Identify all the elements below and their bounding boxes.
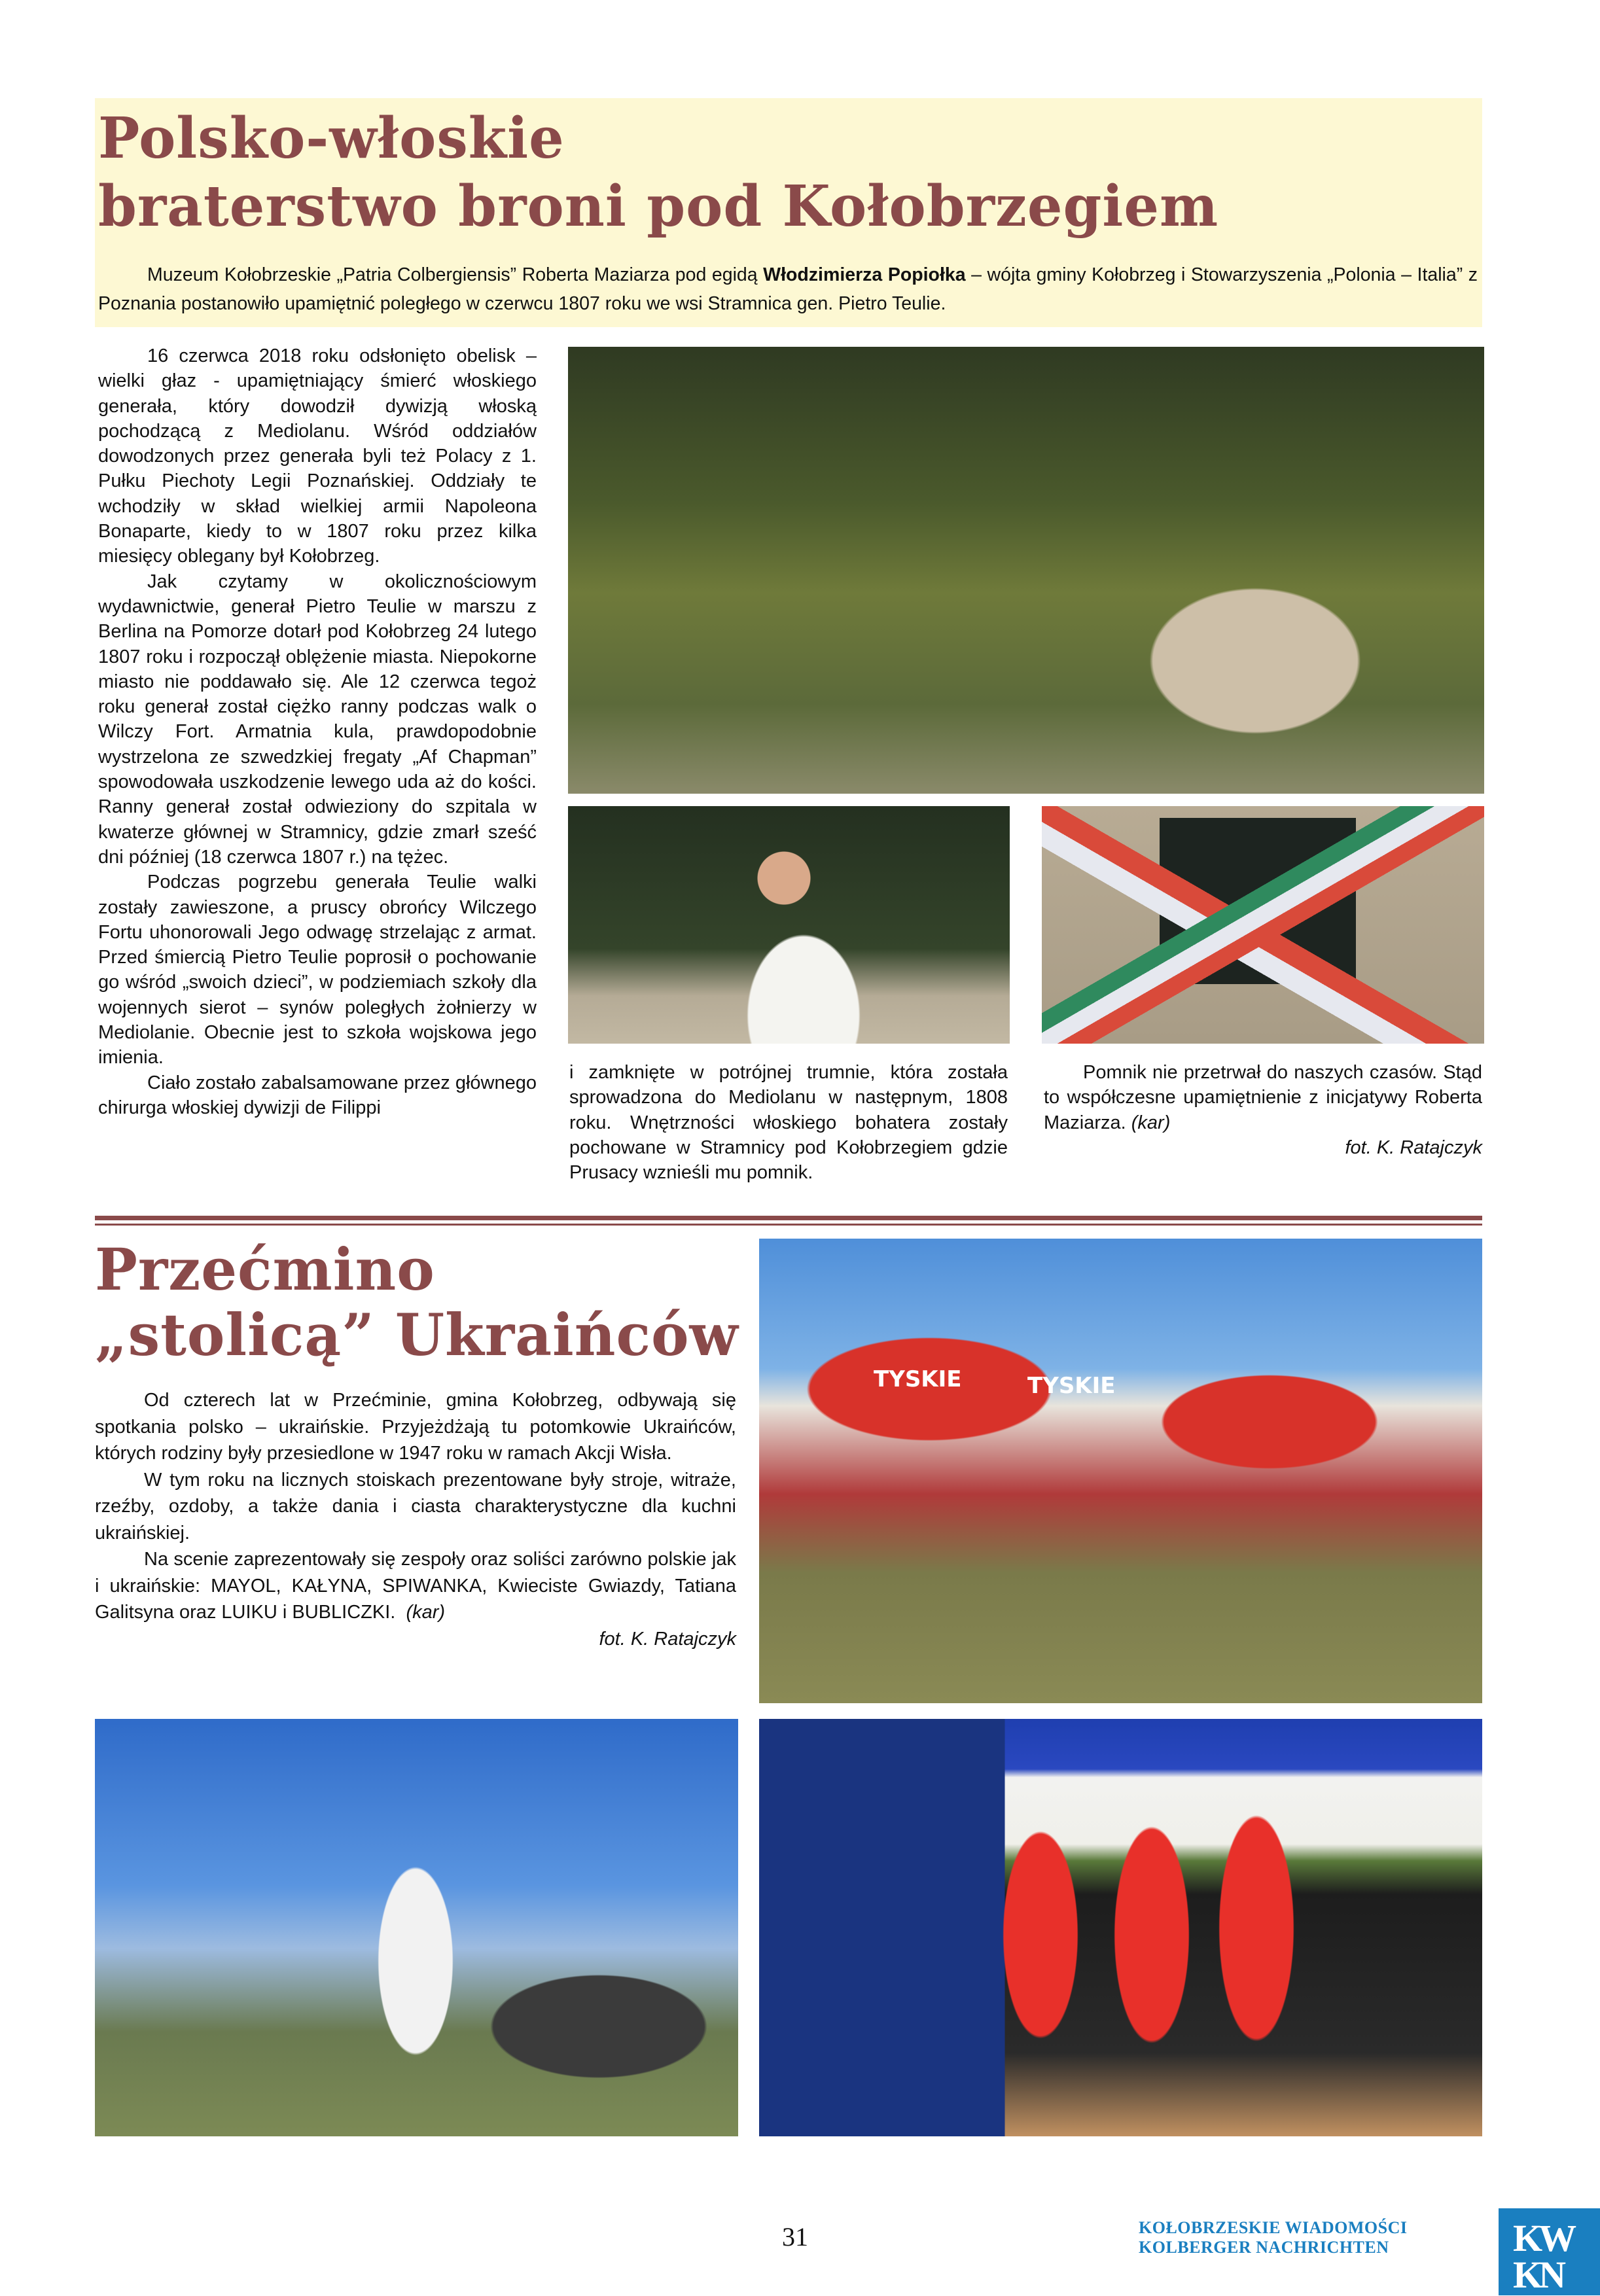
article1-paragraph: Ciało zostało zabalsamowane przez głównego chirurga włoskiej dywizji de Filippi [98, 1072, 537, 1118]
article1-paragraph: 16 czerwca 2018 roku odsłonięto obelisk – wielki głaz - upamiętniający śmierć włoskiego generała, który dowodził dywizją włoską pochodzącą z Mediolanu. Wśród oddziałów dowodzonych przez generała byli też Polacy z 1. Pułku Piechoty Legii Poznańskiej. Oddziały te wchodziły w skład wielkiej armii Napoleona Bonaparte, kiedy to w 1807 roku przez kilka miesięcy oblegany był Kołobrzeg. [98, 345, 537, 567]
publication-logo [1499, 2208, 1600, 2295]
article1-author: (kar) [1131, 1112, 1171, 1133]
lead-text-2: – wójta gminy Kołobrzeg i Stowarzyszenia „Polonia – Italia” z Poznania postanowiło upamiętnić poległego w czerwcu 1807 roku we wsi Stramnica gen. Pietro Teulie. [98, 264, 1478, 314]
article1-column3 [1044, 1060, 1482, 1160]
article2-photo-credit: fot. K. Ratajczyk [599, 1628, 736, 1650]
article1-column2 [569, 1060, 1008, 1185]
article1-column1 [98, 344, 537, 1120]
article2-paragraph: W tym roku na licznych stoiskach prezentowane były stroje, witraże, rzeźby, ozdoby, a także dania i ciasta charakterystyczne dla kuchni ukraińskiej. [95, 1469, 736, 1544]
article1-title-line2: braterstwo broni pod Kołobrzegiem [98, 173, 1219, 239]
article1-photo-credit: fot. K. Ratajczyk [1345, 1137, 1482, 1158]
photo-cook-cauldron [95, 1719, 738, 2136]
umbrella-logo-text: TYSKIE [874, 1366, 962, 1392]
article2-paragraph: Od czterech lat w Przećminie, gmina Kołobrzeg, odbywają się spotkania polsko – ukraińskie. Przyjeżdżają tu potomkowie Ukraińców, których rodziny były przesiedlone w 1947 roku w ramach Akcji Wisła. [95, 1390, 736, 1464]
publication-name [1139, 2218, 1408, 2257]
article2-paragraph: Na scenie zaprezentowały się zespoły oraz soliści zarówno polskie jak i ukraińskie: MAYOL, KAŁYNA, SPIWANKA, Kwieciste Gwiazdy, Tatiana Galitsyna oraz LUIKU i BUBLICZKI. [95, 1549, 736, 1623]
publication-name-german: KOLBERGER NACHRICHTEN [1139, 2238, 1389, 2257]
article1-lead [98, 260, 1478, 318]
article2-body [95, 1387, 736, 1652]
article2-author: (kar) [406, 1602, 446, 1623]
photo-ukrainian-ensemble [759, 1239, 1482, 1703]
article2-title-line2: „stolicą” Ukraińców [95, 1301, 739, 1369]
article2-title-line1: Przećmino [95, 1235, 435, 1303]
article1-paragraph: Podczas pogrzebu generała Teulie walki zostały zawieszone, a pruscy obrońcy Wilczego Fortu uhonorowali Jego odwagę strzelając z armat. Przed śmiercią Pietro Teulie poprosił o pochowanie go wśród „swoich dzieci”, w podziemiach szkoły dla wojennych sierot – synów poległych żołnierzy w Mediolanie. Obecnie jest to szkoła wojskowa jego imienia. [98, 872, 537, 1069]
logo-bottom-letters: KN [1513, 2253, 1562, 2296]
page-number: 31 [782, 2222, 808, 2252]
lead-bold-name: Włodzimierza Popiołka [763, 264, 966, 285]
section-divider-thin [95, 1224, 1482, 1226]
article1-title [98, 105, 1218, 241]
publication-name-polish: KOŁOBRZESKIE WIADOMOŚCI [1139, 2218, 1408, 2237]
lead-text-1: Muzeum Kołobrzeskie „Patria Colbergiensis” Roberta Maziarza pod egidą [147, 264, 764, 285]
section-divider-thick [95, 1216, 1482, 1220]
photo-speaker [568, 806, 1010, 1044]
article2-title [95, 1237, 739, 1368]
photo-food-stall [759, 1719, 1482, 2136]
article1-column2-text: i zamknięte w potrójnej trumnie, która została sprowadzona do Mediolanu w następnym, 1808 roku. Wnętrzności włoskiego bohatera zostały pochowane w Stramnicy pod Kołobrzegiem gdzie Prusacy wznieśli mu pomnik. [569, 1062, 1008, 1184]
article1-title-line1: Polsko-włoskie [98, 105, 565, 171]
photo-plaque-ribbon [1042, 806, 1484, 1044]
photo-obelisk-ceremony [568, 347, 1484, 794]
article1-column3-text: Pomnik nie przetrwał do naszych czasów. Stąd to współczesne upamiętnienie z inicjatywy Roberta Maziarza. [1044, 1062, 1482, 1133]
article1-paragraph: Jak czytamy w okolicznościowym wydawnictwie, generał Pietro Teulie w marszu z Berlina na Pomorze dotarł pod Kołobrzeg 24 lutego 1807 roku i rozpoczął oblężenie miasta. Niepokorne miasto nie poddawało się. Ale 12 czerwca tegoż roku generał został ciężko ranny podczas walk o Wilczy Fort. Armatnia kula, prawdopodobnie wystrzelona ze szwedzkiej fregaty „Af Chapman” spowodowała uszkodzenie lewego uda aż do kości. Ranny generał został odwieziony do szpitala w kwaterze głównej w Stramnicy, gdzie zmarł sześć dni później (18 czerwca 1807 r.) na tężec. [98, 571, 537, 868]
umbrella-logo-text: TYSKIE [1027, 1373, 1116, 1399]
logo-top-letters: KW [1513, 2217, 1573, 2259]
